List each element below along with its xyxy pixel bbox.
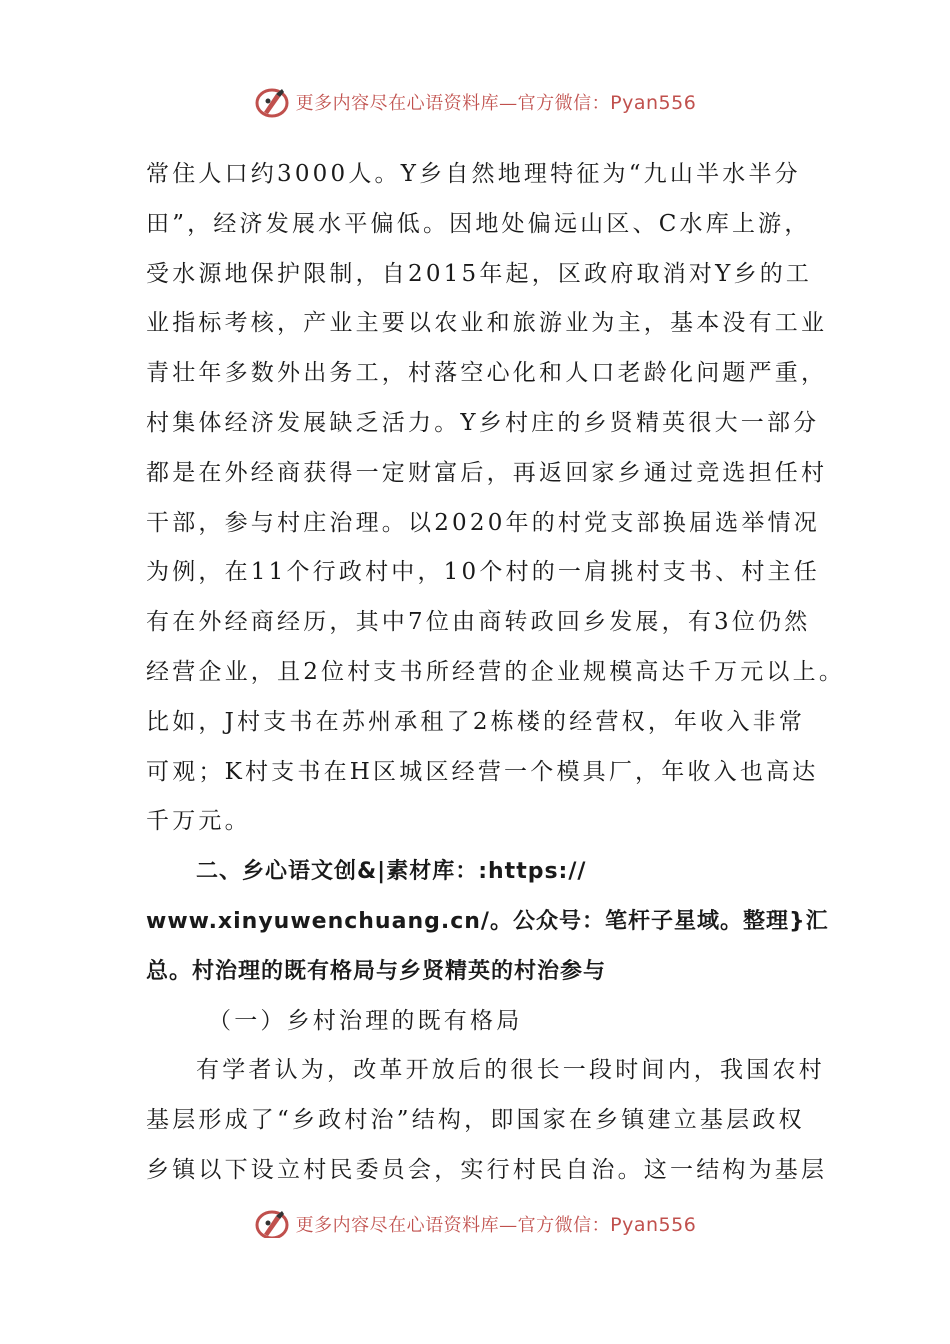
- body-line: 都是在外经商获得一定财富后，再返回家乡通过竞选担任村: [146, 459, 828, 486]
- subsection-heading: （一）乡村治理的既有格局: [208, 1007, 523, 1034]
- section-heading-line: 二、乡心语文创&|素材库：:https://: [196, 859, 587, 885]
- body-line: 比如，J村支书在苏州承租了2栋楼的经营权，年收入非常: [146, 708, 806, 735]
- body-line: 有在外经商经历，其中7位由商转政回乡发展，有3位仍然: [146, 609, 811, 636]
- footer-banner: [0, 1202, 950, 1238]
- body-line: 为例，在11个行政村中，10个村的一肩挑村支书、村主任: [146, 559, 820, 586]
- body-line: 业指标考核，产业主要以农业和旅游业为主，基本没有工业: [146, 310, 828, 337]
- logo-icon: [254, 86, 290, 118]
- header-banner: [0, 82, 950, 122]
- body-line: 乡镇以下设立村民委员会，实行村民自治。这一结构为基层: [146, 1156, 828, 1183]
- section-heading-line: www.xinyuwenchuang.cn/。公众号：笔杆子星域。整理}汇: [146, 908, 829, 934]
- body-line: 千万元。: [146, 808, 251, 835]
- body-line: 常住人口约3000人。Y乡自然地理特征为“九山半水半分: [146, 161, 801, 187]
- body-line: 可观；K村支书在H区城区经营一个模具厂，年收入也高达: [146, 758, 819, 785]
- body-line: 基层形成了“乡政村治”结构，即国家在乡镇建立基层政权: [146, 1107, 805, 1134]
- logo-icon: [254, 1208, 290, 1238]
- body-line: 田”，经济发展水平偏低。因地处偏远山区、C水库上游，: [146, 210, 811, 237]
- section-heading-line: 总。村治理的既有格局与乡贤精英的村治参与: [146, 958, 607, 984]
- body-line: 有学者认为，改革开放后的很长一段时间内，我国农村: [196, 1057, 825, 1084]
- footer-banner-text: 更多内容尽在心语资料库—官方微信：Pyan556: [295, 1214, 697, 1236]
- document-body: [146, 150, 846, 1196]
- body-line: 经营企业，且2位村支书所经营的企业规模高达千万元以上。: [146, 658, 846, 685]
- body-line: 村集体经济发展缺乏活力。Y乡村庄的乡贤精英很大一部分: [146, 409, 820, 436]
- header-banner-text: 更多内容尽在心语资料库—官方微信：Pyan556: [295, 92, 697, 114]
- body-line: 青壮年多数外出务工，村落空心化和人口老龄化问题严重，: [146, 360, 828, 387]
- body-line: 干部，参与村庄治理。以2020年的村党支部换届选举情况: [146, 509, 820, 536]
- body-line: 受水源地保护限制，自2015年起，区政府取消对Y乡的工: [146, 260, 813, 287]
